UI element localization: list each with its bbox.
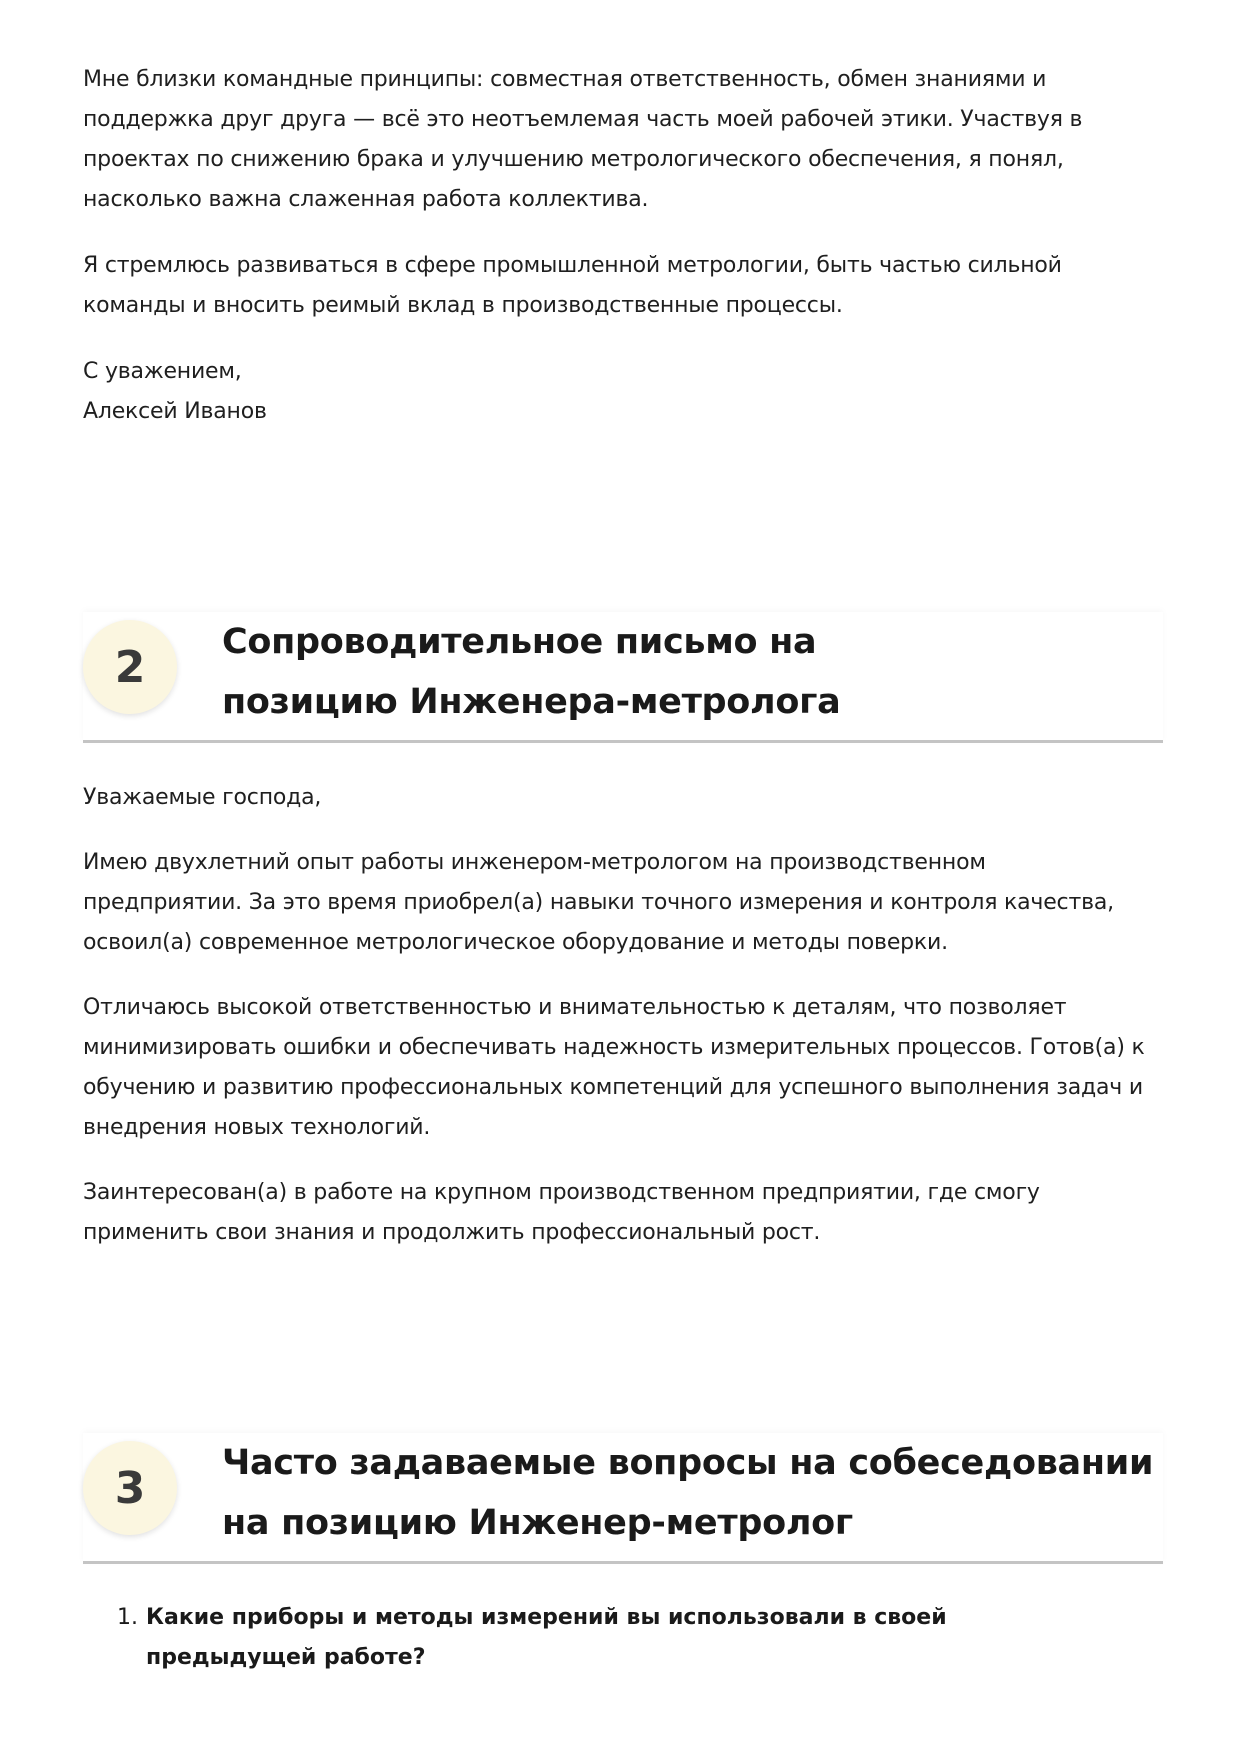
letter-paragraph-qualities: Отличаюсь высокой ответственностью и внимательностью к деталям, что позволяет минимизировать ошибки и обеспечивать надежность измерительных процессов. Готов(а) к обучению и развитию профессиональных компетенций для успешного выполнения задач и внедрения новых технологий.: [83, 995, 1145, 1140]
section-3-number-badge: 3: [83, 1441, 177, 1535]
signature-name: Алексей Иванов: [83, 399, 267, 424]
letter-paragraph-experience: Имею двухлетний опыт работы инженером-метрологом на производственном предприятии. За это время приобрел(а) навыки точного измерения и контроля качества, освоил(а) современное метрологическое оборудование и методы поверки.: [83, 850, 1114, 955]
letter-greeting: Уважаемые господа,: [83, 785, 322, 810]
paragraph-team-principles: Мне близки командные принципы: совместная ответственность, обмен знаниями и поддержка друг друга — всё это неотъемлемая часть моей рабочей этики. Участвуя в проектах по снижению брака и улучшению метрологического обеспечения, я понял, насколько важна слаженная работа коллектива.: [83, 67, 1083, 212]
closing-phrase: С уважением,: [83, 359, 242, 384]
section-2-title: Сопроводительное письмо на позицию Инженера-метролога: [222, 622, 841, 722]
faq-question-item: [117, 1598, 1117, 1678]
section-2-header: [83, 612, 1163, 743]
faq-question-number: 1.: [117, 1605, 138, 1630]
paragraph-development-goal: Я стремлюсь развиваться в сфере промышленной метрологии, быть частью сильной команды и вносить реимый вклад в производственные процессы.: [83, 253, 1062, 318]
section-3-title: Часто задаваемые вопросы на собеседовании на позицию Инженер-метролог: [222, 1443, 1154, 1543]
section-2-number-badge: 2: [83, 620, 177, 714]
faq-question-text: Какие приборы и методы измерений вы использовали в своей предыдущей работе?: [146, 1605, 947, 1670]
letter-paragraph-interest: Заинтересован(а) в работе на крупном производственном предприятии, где смогу применить свои знания и продолжить профессиональный рост.: [83, 1180, 1040, 1245]
section-3-header: [83, 1433, 1163, 1564]
